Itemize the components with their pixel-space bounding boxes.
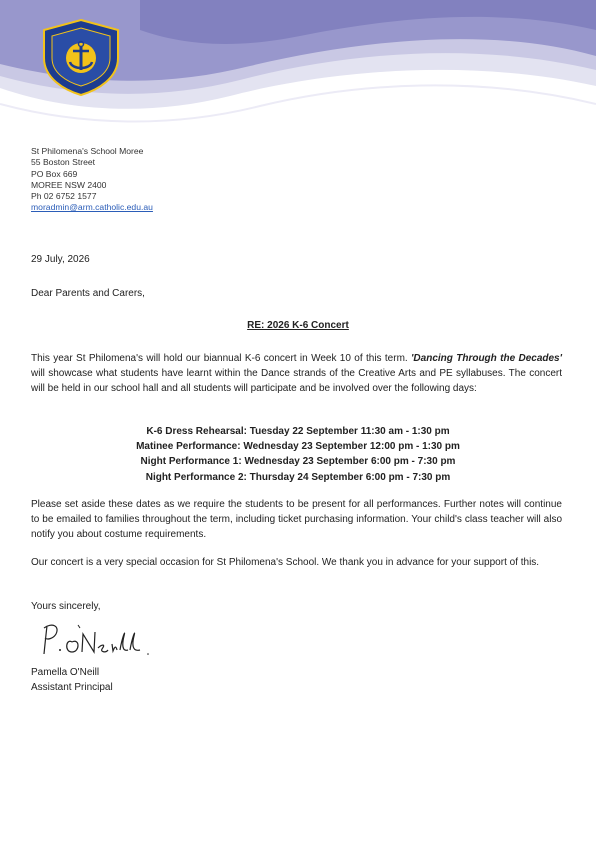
po-box: PO Box 669 (31, 168, 78, 179)
signer-title: Assistant Principal (31, 681, 113, 693)
concert-title: 'Dancing Through the Decades' (411, 353, 562, 364)
email-link[interactable]: moradmin@arm.catholic.edu.au (31, 202, 153, 213)
schedule-night-2: Night Performance 2: Thursday 24 September 6:00 pm - 7:30 pm (145, 471, 451, 483)
subject-line: RE: 2026 K-6 Concert (247, 320, 349, 331)
town-state-postcode: MOREE NSW 2400 (31, 179, 107, 190)
intro-text-continued: will showcase what students have learnt within the Dance strands of the Creative Arts and PE syllabuses. The concert will be held in our school hall and all students will participate and be involved over the following days: (31, 367, 562, 394)
phone-number: Ph 02 6752 1577 (31, 191, 97, 202)
handwritten-signature (36, 616, 186, 662)
closing-line: Yours sincerely, (31, 601, 101, 612)
intro-paragraph (31, 352, 562, 396)
school-name: St Philomena's School Moree (31, 146, 144, 156)
street-address: 55 Boston Street (31, 157, 96, 168)
thanks-paragraph: Our concert is a very special occasion for St Philomena's School. We thank you in advance for your support of this. (31, 557, 540, 568)
attendance-paragraph: Please set aside these dates as we require the students to be present for all performances. Further notes will continue to be emailed to families throughout the term, including ticket purchasing information. Your child's class teacher will also notify you about costume requirements. (31, 499, 562, 540)
salutation: Dear Parents and Carers, (31, 288, 145, 299)
signer-block (31, 666, 113, 695)
schedule-night-1: Night Performance 1: Wednesday 23 September 6:00 pm - 7:30 pm (140, 456, 456, 468)
school-crest-logo (38, 18, 124, 96)
schedule-dress-rehearsal: K-6 Dress Rehearsal: Tuesday 22 September 11:30 am - 1:30 pm (146, 426, 450, 437)
concert-schedule (0, 424, 596, 485)
signer-name: Pamella O'Neill (31, 667, 100, 678)
school-address-block (31, 146, 153, 214)
letter-date: 29 July, 2026 (31, 254, 90, 265)
schedule-matinee: Matinee Performance: Wednesday 23 September 12:00 pm - 1:30 pm (136, 441, 460, 453)
intro-text: This year St Philomena's will hold our biannual K-6 concert in Week 10 of this term. (31, 353, 412, 364)
